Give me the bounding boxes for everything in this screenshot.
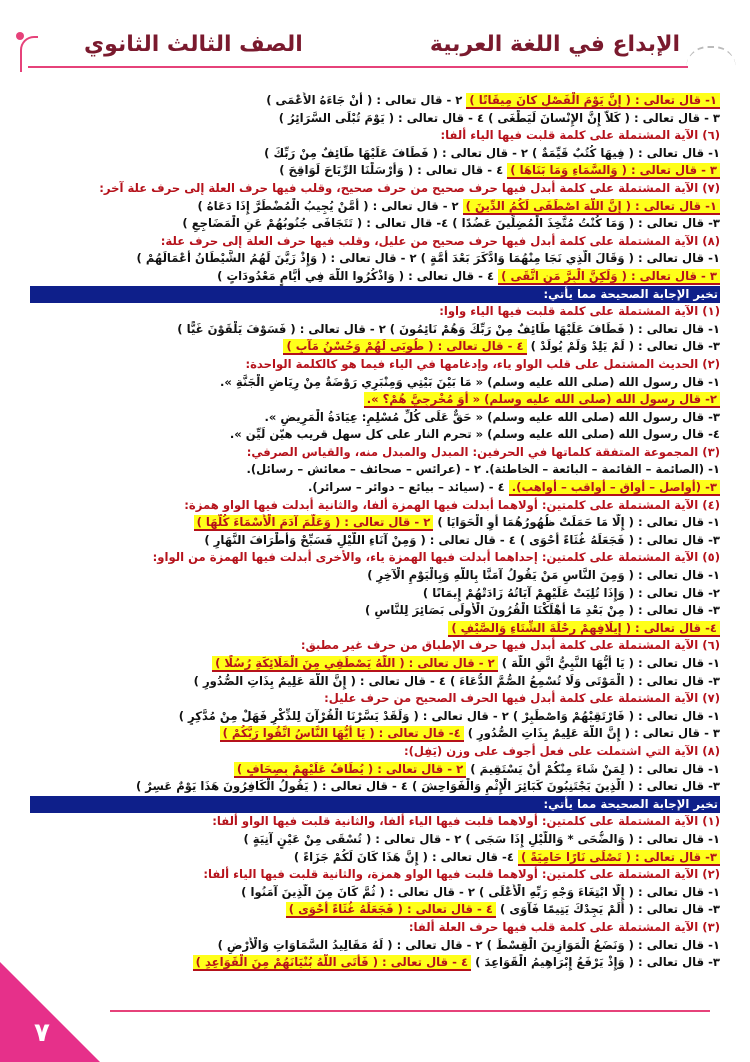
question-text: (٨) الآية المشتملة على كلمة أبدل فيها حرف صحيح من عليل، وقلب فيها حرف العلة إلى حرف علة:	[160, 233, 720, 248]
answer-line	[30, 338, 720, 356]
answer-text: ١- قال تعالى : ( لِمَنْ شَاءَ مِنْكُمْ أَنْ يَسْتَقِيمَ )	[470, 761, 720, 776]
question-text: (١) الآية المشتملة على كلمة قلبت فيها الياء واوا:	[439, 304, 720, 319]
answer-text: ٣- قال تعالى : ( الْمَوْتَى وَلَا تُسْمِعُ الصُّمَّ الدُّعَاءَ ) ٤ - قال تعالى : ( إِنَّ اللَّهَ عَلِيمٌ بِذَاتِ الصُّدُورِ )	[193, 673, 720, 688]
question-line	[30, 919, 720, 937]
highlighted-answer: ٢- قال رسول الله (صلى الله عليه وسلم) « أَوَ مُخْرِجِيَّ هُمْ؟ ».	[364, 392, 720, 408]
question-text: (٤) الآية المشتملة على كلمتين: أولاهما أبدلت فيها الهمزة ألفا، والثانية أبدلت فيها الواو همزة:	[184, 497, 720, 512]
question-text: (٣) المجموعة المتفقة كلماتها في الحرفين: المبدل والمبدل منه، والقياس الصرفي:	[246, 444, 720, 459]
question-line	[30, 866, 720, 884]
footer-corner-triangle	[0, 962, 100, 1062]
answer-text: ٣- قال تعالى : ( مِنْ بَعْدِ مَا أَهْلَكْنَا الْقُرُونَ الْأُولَى بَصَائِرَ لِلنَّاسِ )	[365, 603, 720, 618]
answer-line	[30, 162, 720, 180]
highlighted-answer: ٣ - قال تعالى : ( وَالسَّمَاءِ وَمَا بَنَاهَا )	[507, 163, 720, 179]
highlighted-answer: ١- قال تعالى : ( إنَّ يَوْمَ الْفَصْلِ كانَ مِيقَاتًا )	[466, 93, 720, 109]
section-banner-text: تخير الإجابة الصحيحة مما يأتي:	[543, 796, 718, 811]
highlighted-answer: ٢ - قال تعالى : ( وَعَلَّمَ آدَمَ الْأَسْمَاءَ كُلَّهَا )	[194, 515, 434, 531]
footer-divider	[110, 1010, 710, 1012]
highlighted-answer: ٤ - قال تعالى : ( طُوبَى لَهُمْ وَحُسْنُ مَآبٍ )	[283, 339, 526, 355]
page-number: ٧	[34, 1018, 50, 1048]
answer-line	[30, 761, 720, 779]
answer-text: ٣- قال رسول الله (صلى الله عليه وسلم) « حَقٌّ عَلَى كُلِّ مُسْلِمٍ: عِيَادَةُ الْمَرِيضِ ».	[264, 409, 720, 424]
answer-text: ٣- قال تعالى : ( فَجَعَلَهُ غُثَاءً أَحْوَى ) ٤ - قال تعالى : ( وَمِنْ آنَاءِ اللَّيْلِ فَسَبِّحْ وَأَطْرَافَ النَّهَارِ )	[204, 532, 720, 547]
answer-text: ١- قال رسول الله (صلى الله عليه وسلم) « مَا بَيْنَ بَيْتِي وَمِنْبَرِي رَوْضَةٌ مِنْ رِيَاضِ الْجَنَّةِ ».	[219, 374, 720, 389]
highlighted-answer: ٤ - قال تعالى : ( فَأَتَى اللَّهُ بُنْيَانَهُمْ مِنَ الْقَوَاعِدِ )	[193, 955, 471, 971]
answer-line	[30, 409, 720, 427]
answer-text: ٣ - قال تعالى : ( كَلاّ إِنَّ الإِنْسانَ لَيَطْغَى ) ٤ - قال تعالى : ( يَوْمَ تُبْلَى السَّرَائِرُ )	[278, 110, 720, 125]
answer-line	[30, 391, 720, 409]
highlighted-answer: ٢ - قال تعالى : ( يُطَافُ عَلَيْهِمْ بِصِحَافٍ )	[234, 762, 466, 778]
header-dot-ornament	[16, 32, 24, 40]
answer-line	[30, 602, 720, 620]
question-line	[30, 497, 720, 515]
answer-text: ١- قال تعالى : ( يَا أَيُّهَا النَّبِيُّ اتَّقِ اللَّهَ )	[501, 656, 720, 670]
answer-text: ١- قال تعالى : ( إِلَّا مَا حَمَلَتْ ظُهُورُهُمَا أَوِ الْحَوَايَا )	[437, 515, 720, 530]
section-banner	[30, 286, 720, 304]
answer-text: ٣- قال تعالى : ( وَإِذْ يَرْفَعُ إِبْرَاهِيمُ الْقَوَاعِدَ )	[475, 955, 720, 970]
question-text: (٢) الآية المشتملة على كلمتين: أولاهما قلبت فيها الواو همزة، والثانية قلبت فيها الياء ألفا:	[203, 867, 720, 882]
question-line	[30, 743, 720, 761]
question-text: (٦) الآية المشتملة على كلمة قلبت فيها الياء ألفا:	[440, 128, 720, 143]
question-text: (٣) الآية المشتملة على كلمة قلب فيها حرف العلة ألفا:	[408, 919, 720, 934]
page-header	[0, 28, 750, 88]
question-text: (٥) الآية المشتملة على كلمتين: إحداهما أبدلت فيها الهمزة ياء، والأخرى أبدلت فيها الهمزة من الواو:	[152, 550, 720, 565]
answer-text: ١- قال تعالى : ( وَقَالَ الَّذِي نَجَا مِنْهُمَا وَادَّكَرَ بَعْدَ أُمَّةٍ ) ٢ - قال تعالى : ( وَإِذْ زَيَّنَ لَهُمُ الشَّيْطَانُ أَعْمَالَهُمْ )	[136, 251, 720, 266]
answer-text: ٢ - قال تعالى : ( أَنْ جَاءَهُ الأَعْمَى )	[266, 93, 463, 107]
answer-line	[30, 831, 720, 849]
answer-line	[30, 620, 720, 638]
answer-line	[30, 215, 720, 233]
answer-line	[30, 532, 720, 550]
answer-line	[30, 954, 720, 972]
question-line	[30, 303, 720, 321]
highlighted-answer: ٤- قال تعالى : ( يَا أَيُّهَا النَّاسُ اتَّقُوا رَبَّكُمْ )	[220, 726, 464, 742]
answer-line	[30, 321, 720, 339]
highlighted-answer: ٢ - قال تعالى : ( اللَّهُ يَصْطَفِي مِنَ الْمَلَائِكَةِ رُسُلًا )	[212, 656, 498, 672]
highlighted-answer: ٤- قال تعالى : ( إِيلَافِهِمْ رِحْلَةَ الشِّتَاءِ وَالصَّيْفِ )	[448, 621, 720, 637]
answer-text: ١- قال تعالى : ( وَنَضَعُ الْمَوَازِينَ الْقِسْطَ ) ٢ - قال تعالى : ( لَهُ مَقَالِيدُ السَّمَاوَاتِ وَالْأَرْضِ )	[217, 937, 720, 952]
answer-line	[30, 708, 720, 726]
answer-line	[30, 198, 720, 216]
answer-text: ١- قال تعالى : ( فَارْتَقِبْهُمْ وَاصْطَبِرْ ) ٢ - قال تعالى : ( وَلَقَدْ يَسَّرْنَا الْقُرْآنَ لِلذِّكْرِ فَهَلْ مِنْ مُدَّكِرٍ )	[178, 708, 720, 723]
highlighted-answer: ١- قال تعالى : ( إِنَّ اللَّهَ اصْطَفَى لَكُمُ الدِّينَ )	[463, 199, 720, 215]
highlighted-answer: ٣- قال تعالى : ( تَصْلَى نَارًا حَامِيَةً )	[518, 850, 720, 866]
answer-line	[30, 673, 720, 691]
highlighted-answer: ٤ - قال تعالى : ( فَجَعَلَهُ غُثَاءً أَحْوَى )	[286, 902, 496, 918]
answer-line	[30, 426, 720, 444]
header-dashed-ornament	[686, 46, 736, 68]
answer-text: ٣- قال تعالى : ( وَمَا كُنْتُ مُتَّخِذَ الْمُضِلِّينَ عَضُدًا ) ٤- قال تعالى : ( تَتَجَافَى جُنُوبُهُمْ عَنِ الْمَضَاجِعِ )	[182, 216, 720, 231]
question-line	[30, 356, 720, 374]
question-text: (٢) الحديث المشتمل على قلب الواو ياء، وإدغامها في الياء فيما هو كالكلمة الواحدة:	[245, 356, 720, 371]
answer-text: ١- قال تعالى : ( فَطَافَ عَلَيْهَا طَائِفٌ مِنْ رَبِّكَ وَهُمْ نَائِمُونَ ) ٢ - قال تعالى : ( فَسَوْفَ يَلْقَوْنَ غَيًّا )	[177, 321, 720, 336]
highlighted-answer: ٣ - قال تعالى : ( وَلَكِنَّ الْبِرَّ مَنِ اتَّقَى )	[498, 269, 720, 285]
question-line	[30, 690, 720, 708]
question-line	[30, 549, 720, 567]
highlighted-answer: ٣- (أواصل – أواق – أواقب – أواهب).	[509, 480, 720, 496]
answer-text: ١- قال تعالى : ( وَمِنَ النَّاسِ مَنْ يَقُولُ آمَنَّا بِاللَّهِ وَبِالْيَوْمِ الْآخِرِ )	[367, 568, 720, 583]
answer-text: ١- (الصائمة – القائمة – البائعة – الخاطئة). ٢ - (عرائس – صحائف – معائش – رسائل).	[246, 462, 720, 477]
answer-line	[30, 461, 720, 479]
answer-line	[30, 268, 720, 286]
answer-line	[30, 145, 720, 163]
answer-line	[30, 585, 720, 603]
exercise-content	[30, 92, 720, 972]
answer-text: ٣- قال تعالى : ( لَمْ يَلِدْ وَلَمْ يُولَدْ )	[530, 339, 720, 354]
header-divider	[28, 66, 688, 68]
answer-text: ٣- قال تعالى : ( الَّذِينَ يَجْتَنِبُونَ كَبَائِرَ الْإِثْمِ وَالْفَوَاحِشَ ) ٤ - قال تعالى : ( يَقُولُ الْكَافِرُونَ هَذَا يَوْمٌ عَسِرٌ )	[135, 779, 720, 794]
answer-text: ٤- قال رسول الله (صلى الله عليه وسلم) « تحرم النار على كل سهل قريب هيّن لَيِّن ».	[229, 427, 720, 442]
answer-line	[30, 901, 720, 919]
question-text: (٨) الآية التي اشتملت على فعل أجوف على وزن (يَفِل):	[403, 743, 720, 758]
answer-line	[30, 110, 720, 128]
answer-text: ٤- قال تعالى : ( إِنَّ هَذَا كَانَ لَكُمْ جَزَاءً )	[293, 849, 514, 864]
answer-text: ١- قال تعالى : ( فِيهَا كُتُبٌ قَيِّمَةٌ ) ٢ - قال تعالى : ( فَطَافَ عَلَيْهَا طَائِفٌ مِنْ رَبِّكَ )	[264, 145, 720, 160]
question-text: (٧) الآية المشتملة على كلمة أبدل فيها حرف صحيح من حرف صحيح، وقلب فيها حرف العلة إلى حرف علة آخر:	[99, 180, 720, 195]
answer-line	[30, 374, 720, 392]
answer-line	[30, 567, 720, 585]
answer-line	[30, 92, 720, 110]
question-line	[30, 813, 720, 831]
answer-line	[30, 849, 720, 867]
answer-line	[30, 725, 720, 743]
answer-text: ٤ - قال تعالى : ( وَأَرْسَلْنَا الرِّيَاحَ لَوَاقِحَ )	[279, 163, 504, 178]
answer-text: ٢ - قال تعالى : ( أَمَّنْ يُجِيبُ الْمُضْطَرَّ إِذَا دَعَاهُ )	[197, 198, 459, 213]
section-banner	[30, 796, 720, 814]
answer-line	[30, 514, 720, 532]
question-line	[30, 180, 720, 198]
answer-line	[30, 778, 720, 796]
section-banner-text: تخير الإجابة الصحيحة مما يأتي:	[543, 286, 718, 301]
answer-line	[30, 250, 720, 268]
answer-line	[30, 655, 720, 673]
answer-line	[30, 884, 720, 902]
answer-text: ٢- قال تعالى : ( وَإِذَا تُلِيَتْ عَلَيْهِمْ آيَاتُهُ زَادَتْهُمْ إِيمَانًا )	[422, 585, 720, 600]
question-text: (٧) الآية المشتملة على كلمة أبدل فيها الحرف الصحيح من حرف عليل:	[324, 691, 720, 706]
answer-text: ١- قال تعالى : ( وَالضُّحَى * وَاللَّيْلِ إِذَا سَجَى ) ٢ - قال تعالى : ( تُسْقَى مِنْ عَيْنٍ آنِيَةٍ )	[243, 831, 720, 846]
answer-text: ٣ - قال تعالى : ( إِنَّ اللَّهَ عَلِيمٌ بِذَاتِ الصُّدُورِ )	[467, 726, 720, 741]
question-text: (٦) الآية المشتملة على كلمة أبدل فيها حرف الإطباق من حرف غير مطبق:	[300, 638, 720, 653]
question-line	[30, 233, 720, 251]
answer-text: ٤ - (سيائد – بيائع – دوائر – سرائر).	[308, 480, 505, 495]
answer-text: ١- قال تعالى : ( إِلَّا ابْتِغَاءَ وَجْهِ رَبِّهِ الْأَعْلَى ) ٢ - قال تعالى : ( ثُمَّ كَانَ مِنَ الَّذِينَ آمَنُوا )	[241, 884, 720, 899]
question-line	[30, 127, 720, 145]
answer-text: ٤ - قال تعالى : ( وَاذْكُرُوا اللَّهَ فِي أَيَّامٍ مَعْدُودَاتٍ )	[217, 268, 495, 283]
answer-line	[30, 479, 720, 497]
question-text: (١) الآية المشتملة على كلمتين: أولاهما قلبت فيها الياء ألفا، والثانية قلبت فيها الواو ألفا:	[212, 814, 720, 829]
answer-line	[30, 937, 720, 955]
grade-title: الصف الثالث الثانوي	[84, 32, 303, 57]
question-line	[30, 444, 720, 462]
answer-text: ٣- قال تعالى : ( أَلَمْ يَجِدْكَ يَتِيمًا فَآوَى )	[500, 902, 720, 917]
book-title: الإبداع في اللغة العربية	[429, 32, 680, 57]
question-line	[30, 637, 720, 655]
